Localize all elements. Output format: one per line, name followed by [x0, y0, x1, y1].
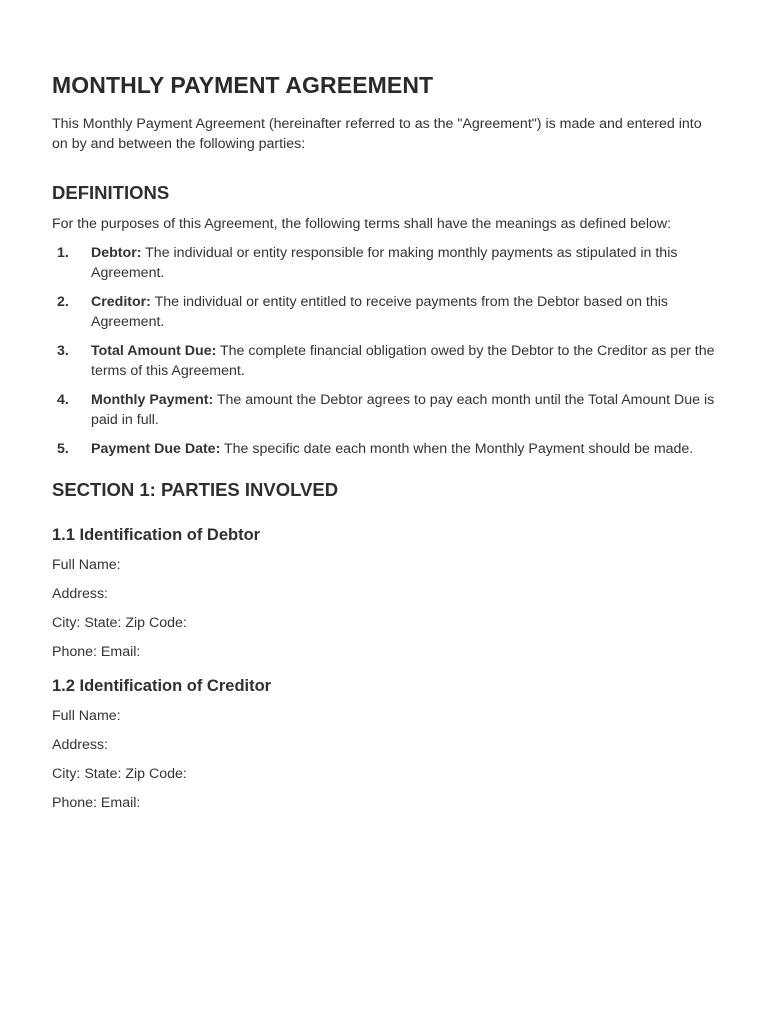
- definition-term: Payment Due Date:: [91, 441, 221, 457]
- intro-paragraph: This Monthly Payment Agreement (hereinafter referred to as the "Agreement") is made and entered into on by and between the following parties:: [52, 116, 702, 152]
- definition-term: Creditor:: [91, 294, 151, 310]
- definition-body: [91, 439, 718, 459]
- definition-text: The complete financial obligation owed by the Debtor to the Creditor as per the terms of this Agreement.: [91, 343, 715, 379]
- definition-text: The amount the Debtor agrees to pay each month until the Total Amount Due is paid in full.: [91, 392, 715, 428]
- definition-term: Total Amount Due:: [91, 343, 217, 359]
- debtor-identification-heading: 1.1 Identification of Debtor: [52, 526, 261, 544]
- definition-body: [91, 341, 718, 381]
- definitions-intro: For the purposes of this Agreement, the following terms shall have the meanings as defined below:: [52, 216, 672, 232]
- definition-item-payment-due-date: [52, 439, 718, 459]
- definition-text: The individual or entity responsible for making monthly payments as stipulated in this Agreement.: [91, 245, 678, 281]
- debtor-phone-email-label: Phone: Email:: [52, 644, 141, 660]
- definition-item-creditor: [52, 292, 718, 332]
- definition-body: [91, 243, 718, 283]
- definition-text: The individual or entity entitled to receive payments from the Debtor based on this Agreement.: [91, 294, 668, 330]
- creditor-full-name-label: Full Name:: [52, 708, 121, 724]
- creditor-phone-email-label: Phone: Email:: [52, 795, 141, 811]
- definition-body: [91, 390, 718, 430]
- definition-term: Monthly Payment:: [91, 392, 214, 408]
- definitions-list: [52, 243, 718, 459]
- creditor-identification-heading: 1.2 Identification of Creditor: [52, 677, 272, 695]
- definition-item-monthly-payment: [52, 390, 718, 430]
- definition-item-debtor: [52, 243, 718, 283]
- definition-term: Debtor:: [91, 245, 142, 261]
- creditor-address-label: Address:: [52, 737, 108, 753]
- definition-number: 1.: [57, 245, 69, 261]
- document-title: MONTHLY PAYMENT AGREEMENT: [52, 72, 434, 98]
- definition-body: [91, 292, 718, 332]
- debtor-full-name-label: Full Name:: [52, 557, 121, 573]
- section-1-heading: SECTION 1: PARTIES INVOLVED: [52, 479, 339, 500]
- debtor-address-label: Address:: [52, 586, 108, 602]
- debtor-fields: [52, 555, 718, 662]
- definition-number: 5.: [57, 441, 69, 457]
- definition-number: 2.: [57, 294, 69, 310]
- definition-text: The specific date each month when the Monthly Payment should be made.: [220, 441, 694, 457]
- document-page: [52, 70, 718, 822]
- creditor-city-state-zip-label: City: State: Zip Code:: [52, 766, 187, 782]
- creditor-fields: [52, 706, 718, 813]
- definition-item-total-amount-due: [52, 341, 718, 381]
- debtor-city-state-zip-label: City: State: Zip Code:: [52, 615, 187, 631]
- definitions-heading: DEFINITIONS: [52, 182, 170, 203]
- definition-number: 4.: [57, 392, 69, 408]
- definition-number: 3.: [57, 343, 69, 359]
